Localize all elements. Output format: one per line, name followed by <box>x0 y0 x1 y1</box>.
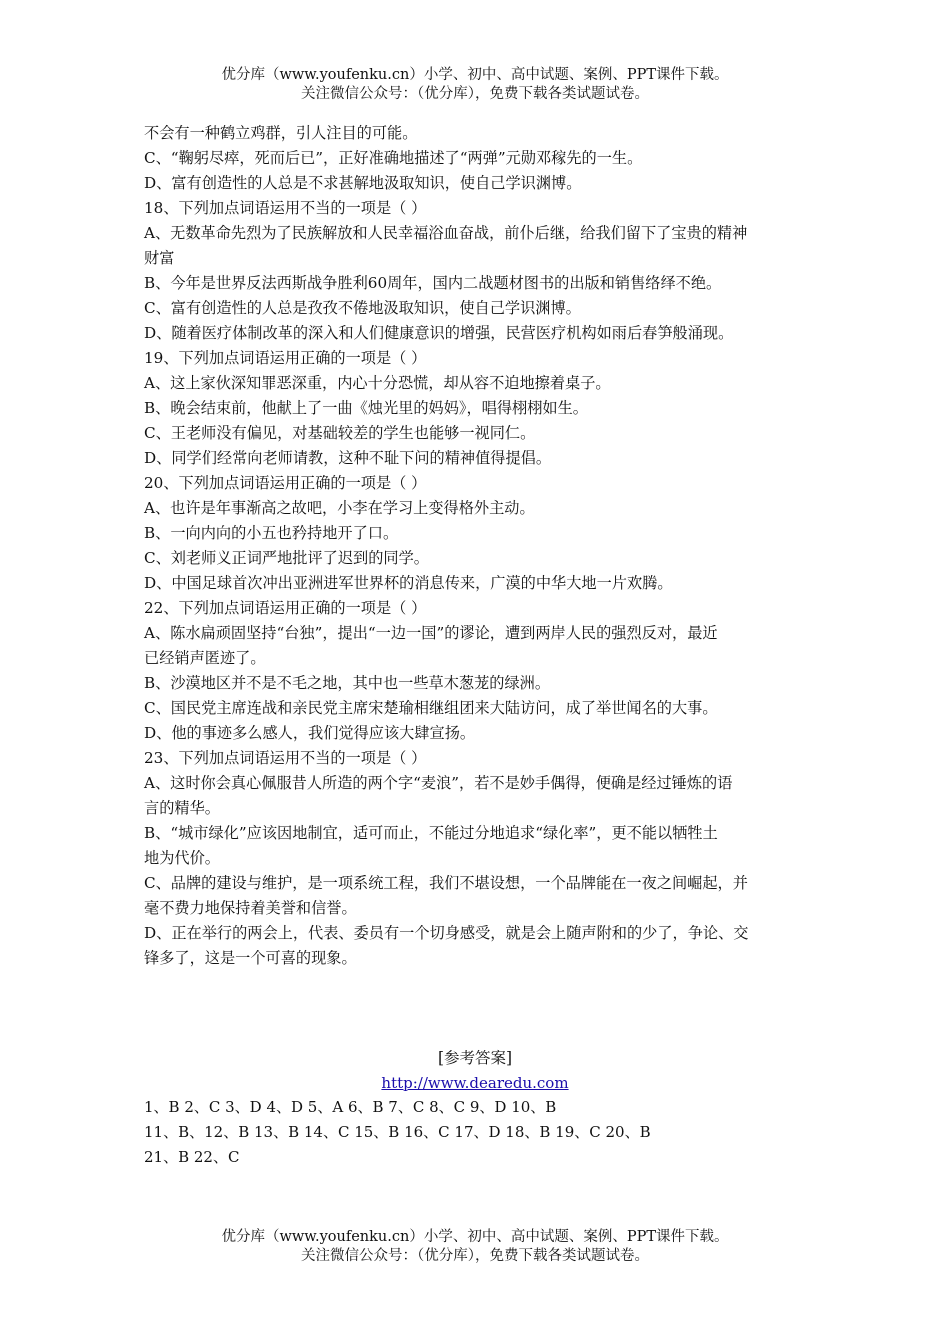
page-header <box>0 66 950 104</box>
text-line: D、同学们经常向老师请教，这种不耻下问的精神值得提倡。 <box>144 449 552 467</box>
text-line: D、他的事迹多么感人，我们觉得应该大肆宣扬。 <box>144 724 476 742</box>
question-stem-23: 23、下列加点词语运用不当的一项是（ ） <box>144 749 427 767</box>
text-line: D、正在举行的两会上，代表、委员有一个切身感受，就是会上随声附和的少了，争论、交 <box>144 924 749 942</box>
text-line: A、无数革命先烈为了民族解放和人民幸福浴血奋战，前仆后继，给我们留下了宝贵的精神 <box>144 224 748 242</box>
text-line: 财富 <box>144 249 175 267</box>
question-stem-22: 22、下列加点词语运用正确的一项是（ ） <box>144 599 427 617</box>
page-footer <box>0 1228 950 1266</box>
text-line: C、刘老师义正词严地批评了迟到的同学。 <box>144 549 429 567</box>
answer-line: 11、B、12、B 13、B 14、C 15、B 16、C 17、D 18、B 19、C 20、B <box>144 1123 651 1141</box>
text-line: B、“城市绿化”应该因地制宜，适可而止，不能过分地追求“绿化率”，更不能以牺牲土 <box>144 824 718 842</box>
text-line: 已经销声匿迹了。 <box>144 649 266 667</box>
header-line-1: 优分库（www.youfenku.cn）小学、初中、高中试题、案例、PPT课件下载。 <box>221 67 729 83</box>
text-line: C、品牌的建设与维护，是一项系统工程，我们不堪设想，一个品牌能在一夜之间崛起，并 <box>144 874 748 892</box>
text-line: A、也许是年事渐高之故吧，小李在学习上变得格外主动。 <box>144 499 535 517</box>
text-line: B、一向内向的小五也矜持地开了口。 <box>144 524 399 542</box>
text-line: 不会有一种鹤立鸡群，引人注目的可能。 <box>144 124 418 142</box>
text-line: C、富有创造性的人总是孜孜不倦地汲取知识，使自己学识渊博。 <box>144 299 581 317</box>
text-line: A、这时你会真心佩服昔人所造的两个字“麦浪”，若不是妙手偶得，便确是经过锤炼的语 <box>144 774 733 792</box>
text-line: A、这上家伙深知罪恶深重，内心十分恐慌，却从容不迫地擦着桌子。 <box>144 374 611 392</box>
answers-link[interactable]: http://www.dearedu.com <box>381 1074 569 1092</box>
text-line: B、今年是世界反法西斯战争胜利60周年，国内二战题材图书的出版和销售络绎不绝。 <box>144 274 722 292</box>
answers-title: [参考答案] <box>437 1049 513 1067</box>
text-line: D、富有创造性的人总是不求甚解地汲取知识，使自己学识渊博。 <box>144 174 582 192</box>
answer-line: 21、B 22、C <box>144 1148 240 1166</box>
header-line-2: 关注微信公众号：（优分库），免费下载各类试题试卷。 <box>301 86 649 102</box>
question-stem-19: 19、下列加点词语运用正确的一项是（ ） <box>144 349 427 367</box>
footer-line-1: 优分库（www.youfenku.cn）小学、初中、高中试题、案例、PPT课件下载。 <box>221 1229 729 1245</box>
text-line: A、陈水扁顽固坚持“台独”，提出“一边一国”的谬论，遭到两岸人民的强烈反对，最近 <box>144 624 718 642</box>
question-body <box>144 121 810 971</box>
text-line: 毫不费力地保持着美誉和信誉。 <box>144 899 357 917</box>
text-line: C、王老师没有偏见，对基础较差的学生也能够一视同仁。 <box>144 424 536 442</box>
text-line: C、“鞠躬尽瘁，死而后已”，正好准确地描述了“两弹”元勋邓稼先的一生。 <box>144 149 643 167</box>
text-line: 言的精华。 <box>144 799 220 817</box>
text-line: B、晚会结束前，他献上了一曲《烛光里的妈妈》，唱得栩栩如生。 <box>144 399 588 417</box>
answer-key <box>144 1095 810 1170</box>
text-line: 锋多了，这是一个可喜的现象。 <box>144 949 357 967</box>
text-line: D、随着医疗体制改革的深入和人们健康意识的增强，民营医疗机构如雨后春笋般涌现。 <box>144 324 734 342</box>
text-line: 地为代价。 <box>144 849 220 867</box>
question-stem-20: 20、下列加点词语运用正确的一项是（ ） <box>144 474 427 492</box>
text-line: D、中国足球首次冲出亚洲进军世界杯的消息传来，广漠的中华大地一片欢腾。 <box>144 574 673 592</box>
answer-line: 1、B 2、C 3、D 4、D 5、A 6、B 7、C 8、C 9、D 10、B <box>144 1098 557 1116</box>
text-line: C、国民党主席连战和亲民党主席宋楚瑜相继组团来大陆访问，成了举世闻名的大事。 <box>144 699 718 717</box>
text-line: B、沙漠地区并不是不毛之地，其中也一些草木葱茏的绿洲。 <box>144 674 551 692</box>
question-stem-18: 18、下列加点词语运用不当的一项是（ ） <box>144 199 427 217</box>
footer-line-2: 关注微信公众号：（优分库），免费下载各类试题试卷。 <box>301 1248 649 1264</box>
